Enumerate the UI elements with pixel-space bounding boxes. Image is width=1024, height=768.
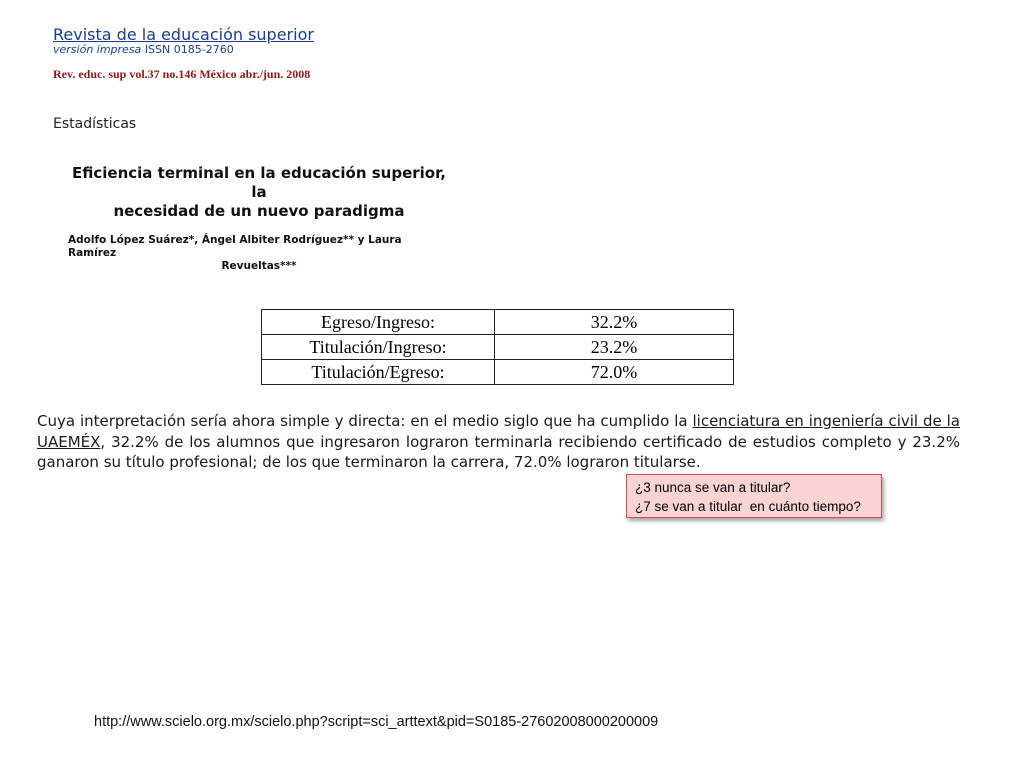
stat-value: 32.2% — [495, 310, 734, 335]
stat-value: 72.0% — [495, 360, 734, 385]
journal-title-link[interactable]: Revista de la educación superior — [53, 25, 314, 44]
citation: Rev. educ. sup vol.37 no.146 México abr./jun. 2008 — [53, 67, 311, 81]
stats-table — [261, 309, 734, 385]
stat-label: Titulación/Egreso: — [262, 360, 495, 385]
note-line2: ¿7 se van a titular en cuánto tiempo? — [635, 499, 861, 514]
issn-number: ISSN 0185-2760 — [144, 43, 234, 56]
article-title-line2: necesidad de un nuevo paradigma — [113, 202, 405, 220]
table-row — [262, 360, 734, 385]
source-url[interactable]: http://www.scielo.org.mx/scielo.php?script=sci_arttext&pid=S0185-27602008000200009 — [94, 714, 659, 730]
article-title — [68, 164, 450, 221]
article-title-line1: Eficiencia terminal en la educación superior, la — [72, 164, 446, 201]
note-line1: ¿3 nunca se van a titular? — [635, 480, 791, 495]
table-row — [262, 335, 734, 360]
stat-label: Egreso/Ingreso: — [262, 310, 495, 335]
paragraph-text-end: , 32.2% de los alumnos que ingresaron lograron terminarla recibiendo certificado de estudios completo y 23.2% ganaron su título profesional; de los que terminaron la carrera, 72.0% lograron titularse. — [37, 432, 960, 471]
table-row — [262, 310, 734, 335]
authors — [68, 234, 450, 272]
annotation-note — [626, 474, 882, 518]
section-label: Estadísticas — [53, 116, 137, 132]
authors-line1: Adolfo López Suárez*, Ángel Albiter Rodríguez** y Laura Ramírez — [68, 234, 402, 259]
paragraph-underlined-program: licenciatura en ingeniería civil de la UAEMÉX — [37, 412, 960, 451]
stat-value: 23.2% — [495, 335, 734, 360]
paragraph-text-start: Cuya interpretación sería ahora simple y directa: en el medio siglo que ha cumplido la — [37, 412, 693, 430]
interpretation-paragraph — [37, 411, 960, 473]
stat-label: Titulación/Ingreso: — [262, 335, 495, 360]
issn-line — [53, 43, 234, 56]
authors-line2: Revueltas*** — [221, 260, 297, 272]
issn-prefix: versión impresa — [53, 43, 142, 56]
